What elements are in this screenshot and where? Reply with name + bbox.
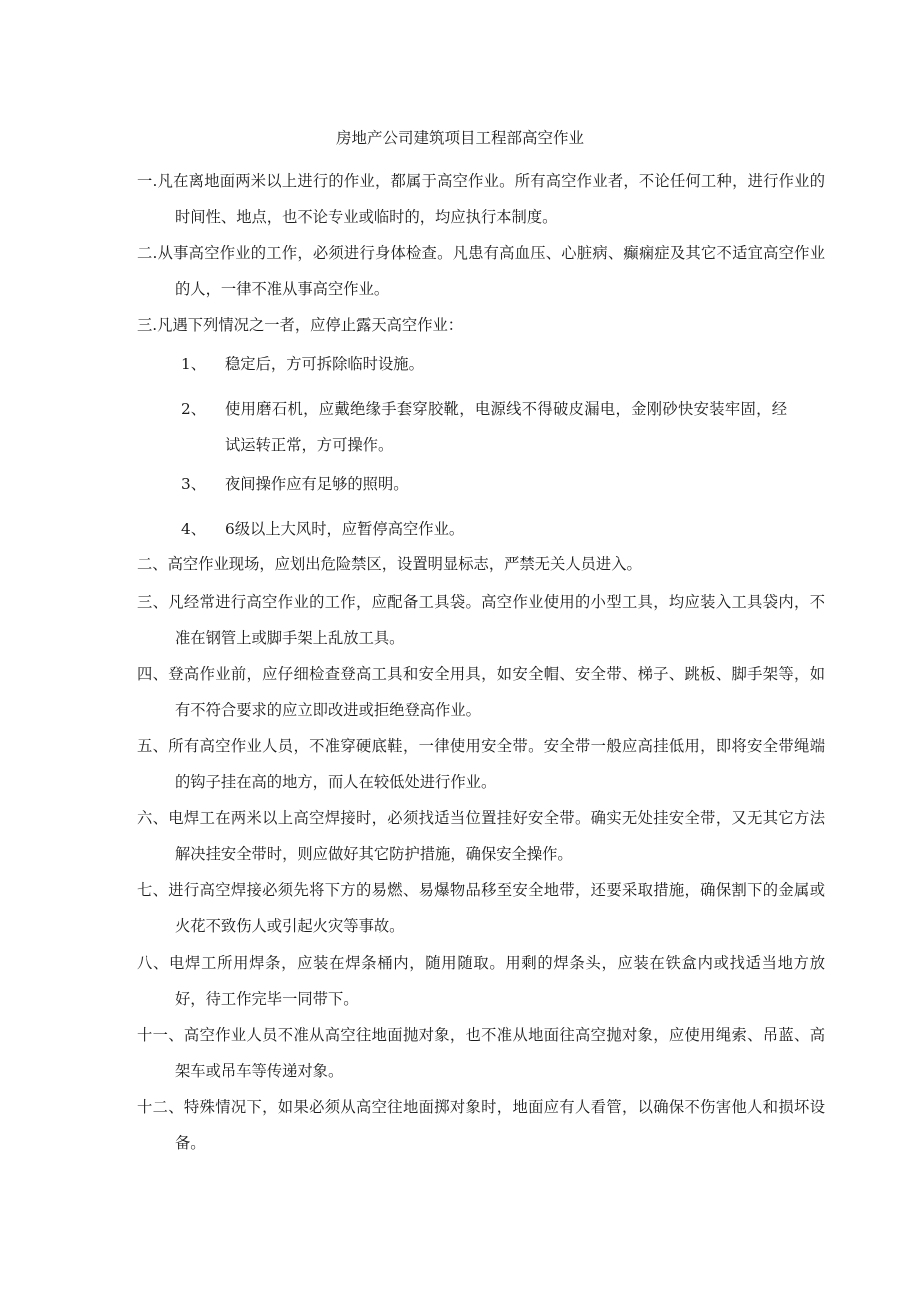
sub-item-number: 1、 <box>181 355 207 373</box>
rule-3: 三、凡经常进行高空作业的工作，应配备工具袋。高空作业使用的小型工具，均应装入工具袋内，不准在钢管上或脚手架上乱放工具。 <box>137 593 825 647</box>
sub-item-text: 稳定后，方可拆除临时设施。 <box>225 355 424 373</box>
rule-8: 八、电焊工所用焊条，应装在焊条桶内，随用随取。用剩的焊条头，应装在铁盒内或找适当地方放好，待工作完毕一同带下。 <box>137 954 825 1008</box>
sub-item-text: 夜间操作应有足够的照明。 <box>225 475 409 493</box>
sub-item-3 <box>181 466 787 502</box>
sub-item-2 <box>181 391 787 463</box>
rule-12: 十二、特殊情况下，如果必须从高空往地面掷对象时，地面应有人看管，以确保不伤害他人和损坏设备。 <box>137 1098 825 1152</box>
rule-7: 七、进行高空焊接必须先将下方的易燃、易爆物品移至安全地带，还要采取措施，确保割下的金属或火花不致伤人或引起火灾等事故。 <box>137 881 825 935</box>
rule-2: 二、高空作业现场，应划出危险禁区，设置明显标志，严禁无关人员进入。 <box>137 555 642 573</box>
rule-4: 四、登高作业前，应仔细检查登高工具和安全用具，如安全帽、安全带、梯子、跳板、脚手架等，如有不符合要求的应立即改进或拒绝登高作业。 <box>137 665 825 719</box>
sub-item-1 <box>181 346 787 382</box>
paragraph-3: 三.凡遇下列情况之一者，应停止露天高空作业： <box>137 316 464 334</box>
rule-11: 十一、高空作业人员不准从高空往地面抛对象，也不准从地面往高空抛对象，应使用绳索、吊蓝、高架车或吊车等传递对象。 <box>137 1026 825 1080</box>
paragraph-2: 二.从事高空作业的工作，必须进行身体检查。凡患有高血压、心脏病、癫痫症及其它不适宜高空作业的人，一律不准从事高空作业。 <box>137 244 825 298</box>
sub-item-number: 2、 <box>181 400 207 418</box>
sub-item-number: 4、 <box>181 520 207 538</box>
sub-item-number: 3、 <box>181 475 207 493</box>
rule-5: 五、所有高空作业人员，不准穿硬底鞋，一律使用安全带。安全带一般应高挂低用，即将安全带绳端的钩子挂在高的地方，而人在较低处进行作业。 <box>137 737 825 791</box>
document-title: 房地产公司建筑项目工程部高空作业 <box>335 129 584 147</box>
paragraph-1: 一.凡在离地面两米以上进行的作业，都属于高空作业。所有高空作业者，不论任何工种，进行作业的时间性、地点，也不论专业或临时的，均应执行本制度。 <box>137 172 825 226</box>
sub-item-text: 使用磨石机，应戴绝缘手套穿胶靴，电源线不得破皮漏电，金刚砂快安装牢固，经试运转正常，方可操作。 <box>225 400 787 454</box>
rule-6: 六、电焊工在两米以上高空焊接时，必须找适当位置挂好安全带。确实无处挂安全带，又无其它方法解决挂安全带时，则应做好其它防护措施，确保安全操作。 <box>137 809 825 863</box>
sub-item-text: 6级以上大风时，应暂停高空作业。 <box>225 520 465 538</box>
sub-item-4 <box>181 511 787 547</box>
